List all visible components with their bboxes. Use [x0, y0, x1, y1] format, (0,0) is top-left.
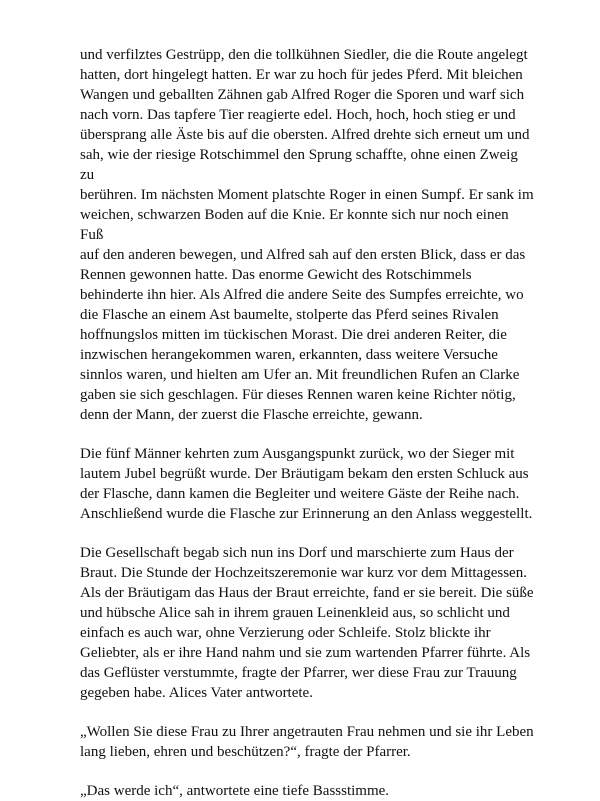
- paragraph-pastor-question: „Wollen Sie diese Frau zu Ihrer angetrauten Frau nehmen und sie ihr Leben lang lieben, ehren und beschützen?“, fragte der Pfarrer.: [80, 724, 534, 760]
- paragraph-race-finish: und verfilztes Gestrüpp, den die tollkühnen Siedler, die die Route angelegt hatten, dort hingelegt hatten. Er war zu hoch für jedes Pferd. Mit bleichen Wangen und geballten Zähnen gab Alfred Roger die Sporen und warf sich nach vorn. Das tapfere Tier reagierte edel. Hoch, hoch, hoch stieg er und übersprang alle Äste bis auf die obersten. Alfred drehte sich erneut um und sah, wie der riesige Rotschimmel den Sprung schaffte, ohne einen Zweig zu berühren. Im nächsten Moment platschte Roger in einen Sumpf. Er sank im weichen, schwarzen Boden auf die Knie. Er konnte sich nur noch einen Fuß auf den anderen bewegen, und Alfred sah auf den ersten Blick, dass er das Rennen gewonnen hatte. Das enorme Gewicht des Rotschimmels behinderte ihn hier. Als Alfred die andere Seite des Sumpfes erreichte, wo die Flasche an einem Ast baumelte, stolperte das Pferd seines Rivalen hoffnungslos mitten im tückischen Morast. Die drei anderen Reiter, die inzwischen herangekommen waren, erkannten, dass weitere Versuche sinnlos waren, und hielten am Ufer an. Mit freundlichen Rufen an Clarke gaben sie sich geschlagen. Für dieses Rennen waren keine Richter nötig, denn der Mann, der zuerst die Flasche erreichte, gewann.: [80, 47, 534, 423]
- paragraph-return-toast: Die fünf Männer kehrten zum Ausgangspunkt zurück, wo der Sieger mit lautem Jubel begrüßt wurde. Der Bräutigam bekam den ersten Schluck aus der Flasche, dann kamen die Begleiter und weitere Gäste der Reihe nach. Anschließend wurde die Flasche zur Erinnerung an den Anlass weggestellt.: [80, 446, 533, 522]
- paragraph-answer: „Das werde ich“, antwortete eine tiefe Bassstimme.: [80, 783, 390, 799]
- document-page: [80, 45, 535, 801]
- paragraph-bride-house: Die Gesellschaft begab sich nun ins Dorf und marschierte zum Haus der Braut. Die Stunde der Hochzeitszeremonie war kurz vor dem Mittagessen. Als der Bräutigam das Haus der Braut erreichte, fand er sie bereit. Die süße und hübsche Alice sah in ihrem grauen Leinenkleid aus, so schlicht und einfach es auch war, ohne Verzierung oder Schleife. Stolz blickte ihr Geliebter, als er ihre Hand nahm und sie zum wartenden Pfarrer führte. Als das Geflüster verstummte, fragte der Pfarrer, wer diese Frau zur Trauung gegeben habe. Alices Vater antwortete.: [80, 545, 534, 701]
